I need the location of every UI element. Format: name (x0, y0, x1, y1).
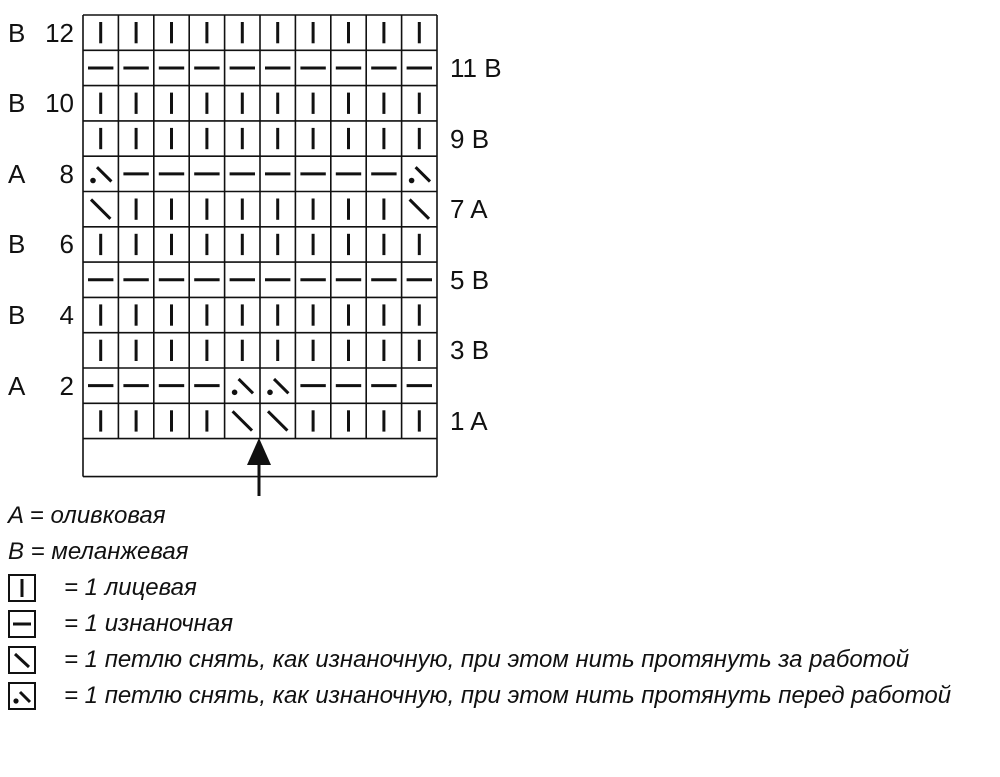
row-color: A (8, 370, 26, 401)
stitch-cell-sf (267, 379, 288, 395)
stitch-cell-sb (410, 200, 429, 219)
row-number: 10 (45, 88, 74, 119)
row-number: 9 (450, 123, 465, 154)
row-label-right (450, 265, 489, 295)
row-color: B (8, 300, 26, 331)
row-color: A (8, 158, 26, 189)
row-label-right (450, 335, 489, 365)
stitch-cell-sb (91, 200, 110, 219)
row-color: B (471, 264, 490, 295)
stitch-cell-sf (409, 167, 430, 183)
row-number: 4 (59, 300, 74, 331)
start-arrow (247, 438, 271, 496)
legend-slip-front-text: = 1 петлю снять, как изнаночную, при этом нить протянуть перед работой (64, 682, 952, 709)
row-number: 5 (450, 264, 465, 295)
row-number: 1 (450, 405, 465, 436)
legend-knit-text: = 1 лицевая (64, 574, 197, 601)
stitch-cell-sf (90, 167, 111, 183)
row-color: B (8, 17, 26, 48)
row-number: 11 (450, 52, 477, 83)
knit-stitch-icon (8, 574, 36, 602)
row-label-right (450, 124, 489, 154)
legend-color-b-text: B = меланжевая (8, 538, 189, 565)
legend-slip-back-text: = 1 петлю снять, как изнаночную, при этом нить протянуть за работой (64, 646, 910, 673)
stitch-cell-sf (232, 379, 253, 395)
purl-stitch-icon (8, 610, 36, 638)
row-color: A (470, 194, 488, 225)
row-color: B (471, 123, 490, 154)
stitch-cell-sb (233, 411, 252, 430)
row-color: B (484, 52, 502, 83)
row-number: 3 (450, 335, 465, 366)
row-label-right (450, 53, 502, 83)
row-color: B (8, 88, 26, 119)
slip-back-stitch-icon (8, 646, 36, 674)
row-label-right (450, 406, 488, 436)
row-number: 6 (59, 229, 74, 260)
row-color: A (470, 405, 488, 436)
row-color: B (471, 335, 490, 366)
stitch-cell-sb (268, 411, 287, 430)
legend-purl-text: = 1 изнаночная (64, 610, 234, 637)
row-label-right (450, 194, 488, 224)
row-number: 7 (450, 194, 465, 225)
row-number: 2 (59, 370, 74, 401)
slip-front-stitch-icon (8, 682, 36, 710)
row-number: 8 (59, 158, 74, 189)
legend-color-a-text: A = оливковая (8, 502, 166, 529)
row-number: 12 (45, 17, 74, 48)
row-color: B (8, 229, 26, 260)
start-arrow-head (247, 438, 271, 465)
